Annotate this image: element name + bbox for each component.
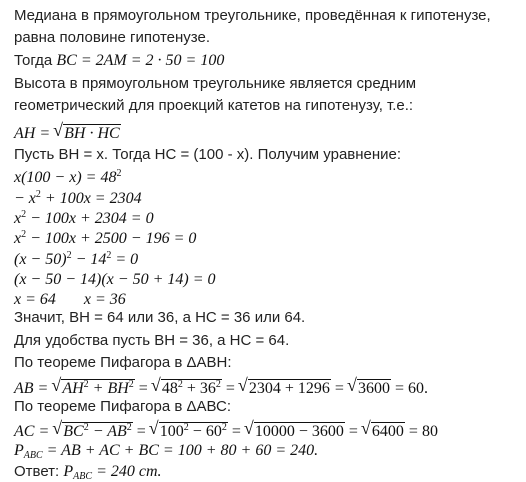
formula-perimeter: $P_{ABC}$ = AB + AC + BC = 100 + 80 + 60 = 240. bbox=[14, 442, 319, 461]
text-line-bc bbox=[14, 53, 224, 69]
text-then: Тогда bbox=[14, 52, 57, 69]
text-line-so: Значит, ВН = 64 или 36, а НС = 36 или 64. bbox=[14, 309, 306, 326]
equation-roots: x = 64 x = 36 bbox=[14, 291, 126, 308]
text-line-convenience: Для удобства пусть ВН = 36, а НС = 64. bbox=[14, 332, 290, 349]
formula-ah: AH = √ BH · HC bbox=[14, 124, 121, 142]
equation-1: $x(100 - x) = 48^2$ bbox=[14, 168, 122, 186]
equation-4: $x^2 - 100x + 2500 - 196 = 0$ bbox=[14, 229, 197, 247]
equation-2: − $x^2 + 100x = 2304$ bbox=[14, 189, 142, 207]
answer-line bbox=[14, 464, 162, 480]
text-line-height-cont: геометрический для проекций катетов на гипотенузу, т.е.: bbox=[14, 97, 414, 114]
text-line-pythagoras-abh: По теореме Пифагора в ΔАВН: bbox=[14, 354, 232, 371]
text-line-median-cont: равна половине гипотенузе. bbox=[14, 29, 211, 46]
text-line-pythagoras-abc: По теореме Пифагора в ΔАВС: bbox=[14, 398, 232, 415]
equation-6: (x − 50 − 14)(x − 50 + 14) = 0 bbox=[14, 271, 216, 288]
text-line-height: Высота в прямоугольном треугольнике является средним bbox=[14, 75, 417, 92]
formula-ab: AB = √ $AH^2 + BH^2$ = √ $48^2 + 36^2$ = √ 2304 + 1296 = √ 3600 = 60. bbox=[14, 379, 428, 397]
formula-bc: BC = 2AM = 2 · 50 = 100 bbox=[56, 52, 225, 69]
equation-3: $x^2 - 100x + 2304 = 0$ bbox=[14, 209, 154, 227]
text-line-let: Пусть ВН = х. Тогда НС = (100 - х). Получим уравнение: bbox=[14, 146, 402, 163]
answer-formula: $P_{ABC} = 240$ cm. bbox=[63, 463, 162, 482]
answer-label: Ответ: bbox=[14, 463, 64, 480]
equation-5: $(x - 50)^2 - 14^2 = 0$ bbox=[14, 250, 139, 268]
text-line-median: Медиана в прямоугольном треугольнике, проведённая к гипотенузе, bbox=[14, 7, 491, 24]
formula-ac: AC = √ $BC^2 - AB^2$ = √ $100^2 - 60^2$ = √ 10000 − 3600 = √ 6400 = 80 bbox=[14, 422, 438, 440]
